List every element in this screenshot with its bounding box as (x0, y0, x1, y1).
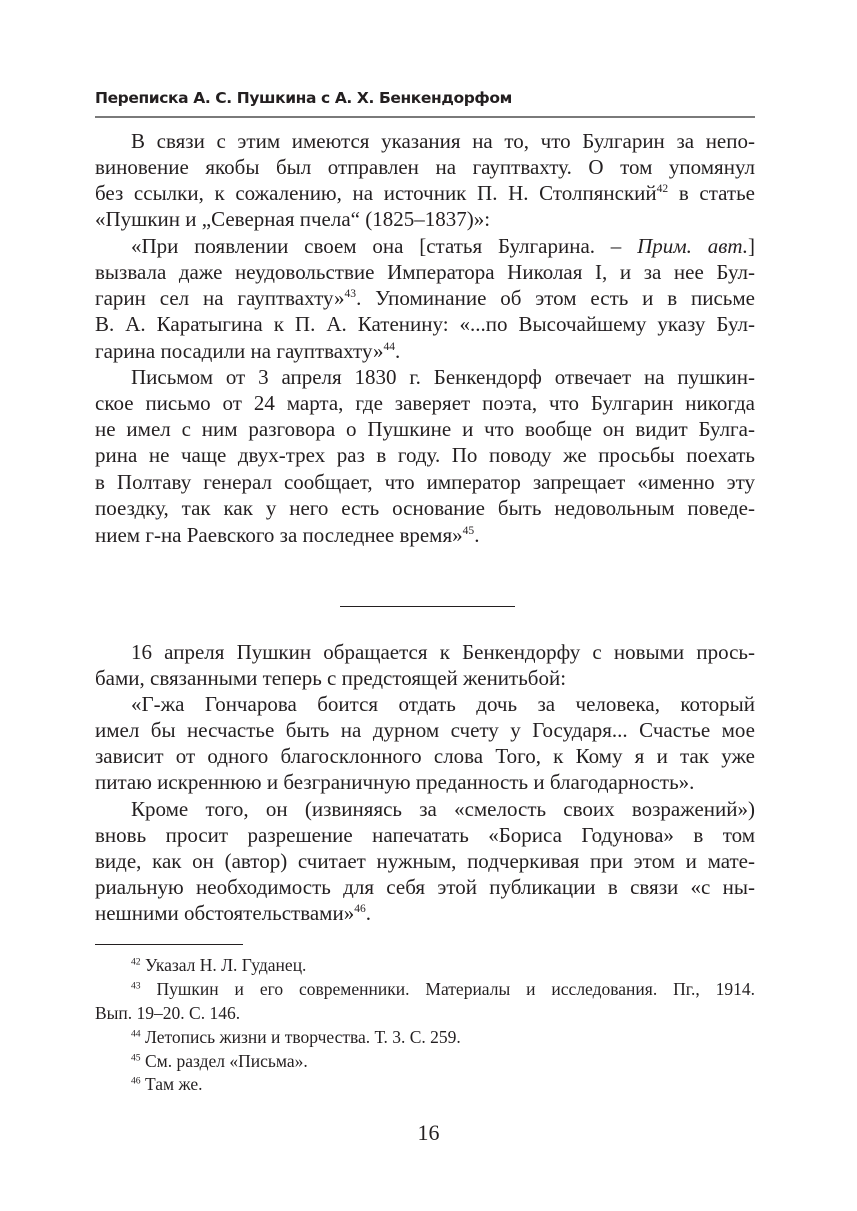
body-line (95, 390, 755, 416)
body-line (95, 180, 755, 206)
text-run: нием г-на Раевского за последнее время» (95, 523, 463, 547)
body-line (95, 495, 755, 521)
text-run: нешними обстоятельствами» (95, 901, 355, 925)
body-line (95, 338, 755, 364)
body-line (95, 311, 755, 337)
body-line (131, 691, 755, 717)
header-rule (95, 116, 755, 118)
footnote-ref: 45 (131, 1052, 141, 1064)
body-line (95, 900, 755, 926)
text-run: питаю искреннюю и безграничную преданность и благодарность». (95, 770, 695, 794)
text-run: в статье (668, 181, 755, 205)
footnote-ref: 44 (131, 1028, 141, 1040)
footnote-line (131, 953, 755, 977)
footnote-ref: 42 (656, 182, 669, 195)
text-run: Пушкин и его современники. Материалы и исследования. Пг., 1914. (140, 979, 755, 999)
text-run: поездку, так как у него есть основание быть недовольным поведе- (95, 496, 755, 520)
footnote-ref: 44 (383, 340, 396, 353)
text-run: 16 апреля Пушкин обращается к Бенкендорфу с новыми прось- (131, 640, 755, 664)
body-line (131, 364, 755, 390)
footnote-line (95, 1001, 755, 1025)
text-run: вызвала даже неудовольствие Императора Николая I, и за нее Бул- (95, 260, 755, 284)
body-line (95, 285, 755, 311)
body-line (95, 416, 755, 442)
body-line (95, 206, 755, 232)
footnote-ref: 45 (462, 524, 475, 537)
body-line (131, 233, 755, 259)
text-run: . (395, 339, 401, 363)
footnote-rule (95, 944, 243, 945)
text-run: Кроме того, он (извиняясь за «смелость своих возражений») (131, 797, 755, 821)
footnote-line (131, 1025, 755, 1049)
body-line (95, 469, 755, 495)
text-run: без ссылки, к сожалению, на источник П. Н. Столпянский (95, 181, 657, 205)
footnote-line (131, 1049, 755, 1073)
text-run: гарин сел на гауптвахту» (95, 286, 345, 310)
text-run: . (474, 523, 480, 547)
footnote-ref: 43 (131, 980, 141, 992)
body-line (95, 154, 755, 180)
body-line (95, 874, 755, 900)
body-line (95, 717, 755, 743)
page-number: 16 (417, 1120, 440, 1145)
footnote-ref: 46 (354, 902, 366, 915)
body-line (95, 522, 755, 548)
body-line (131, 796, 755, 822)
footnote-line (131, 977, 755, 1001)
text-run: В. А. Каратыгина к П. А. Катенину: «...по Высочайшему указу Бул- (95, 312, 755, 336)
running-header: Переписка А. С. Пушкина с А. Х. Бенкендорфом (95, 89, 512, 107)
footnote-ref: 46 (131, 1075, 141, 1087)
text-run: См. раздел «Письма». (140, 1051, 308, 1071)
text-run: ] (748, 234, 756, 258)
text-run: рина не чаще двух-трех раз в году. По поводу же просьбы поехать (95, 443, 755, 467)
text-run: Летопись жизни и творчества. Т. 3. С. 259. (140, 1027, 461, 1047)
text-run: ское письмо от 24 марта, где заверяет поэта, что Булгарин никогда (95, 391, 755, 415)
text-run: Указал Н. Л. Гуданец. (140, 955, 307, 975)
body-line (95, 769, 755, 795)
body-line (131, 128, 755, 154)
text-run: виде, как он (автор) считает нужным, подчеркивая при этом и мате- (95, 849, 755, 873)
text-run: . (365, 901, 371, 925)
body-line (95, 259, 755, 285)
text-run: . Упоминание об этом есть и в письме (356, 286, 755, 310)
text-run: В связи с этим имеются указания на то, что Булгарин за непо- (131, 129, 755, 153)
text-run: в Полтаву генерал сообщает, что император запрещает «именно эту (95, 470, 755, 494)
footnote-ref: 42 (131, 956, 141, 968)
body-line (95, 822, 755, 848)
text-run: зависит от одного благосклонного слова Того, к Кому я и так уже (95, 744, 755, 768)
text-run: риальную необходимость для себя этой публикации в связи «с ны- (95, 875, 755, 899)
italic-text: Прим. авт. (637, 234, 749, 258)
text-run: не имел с ним разговора о Пушкине и что вообще он видит Булга- (95, 417, 755, 441)
text-run: вновь просит разрешение напечатать «Бориса Годунова» в том (95, 823, 755, 847)
text-run: Письмом от 3 апреля 1830 г. Бенкендорф отвечает на пушкин- (131, 365, 755, 389)
section-separator (340, 606, 515, 607)
body-line (95, 848, 755, 874)
text-run: «Г-жа Гончарова боится отдать дочь за человека, который (131, 692, 755, 716)
body-line (95, 665, 755, 691)
body-line (95, 743, 755, 769)
text-run: «При появлении своем она [статья Булгарина. – (131, 234, 638, 258)
text-run: гарина посадили на гауптвахту» (95, 339, 384, 363)
footnote-line (131, 1072, 755, 1096)
body-line (131, 639, 755, 665)
text-run: имел бы несчастье быть на дурном счету у Государя... Счастье мое (95, 718, 755, 742)
body-line (95, 442, 755, 468)
text-run: Вып. 19–20. С. 146. (95, 1003, 241, 1023)
text-run: виновение якобы был отправлен на гауптвахту. О том упомянул (95, 155, 755, 179)
footnote-ref: 43 (344, 287, 357, 300)
text-run: «Пушкин и „Северная пчела“ (1825–1837)»: (95, 207, 491, 231)
text-run: бами, связанными теперь с предстоящей женитьбой: (95, 666, 567, 690)
text-run: Там же. (140, 1074, 203, 1094)
